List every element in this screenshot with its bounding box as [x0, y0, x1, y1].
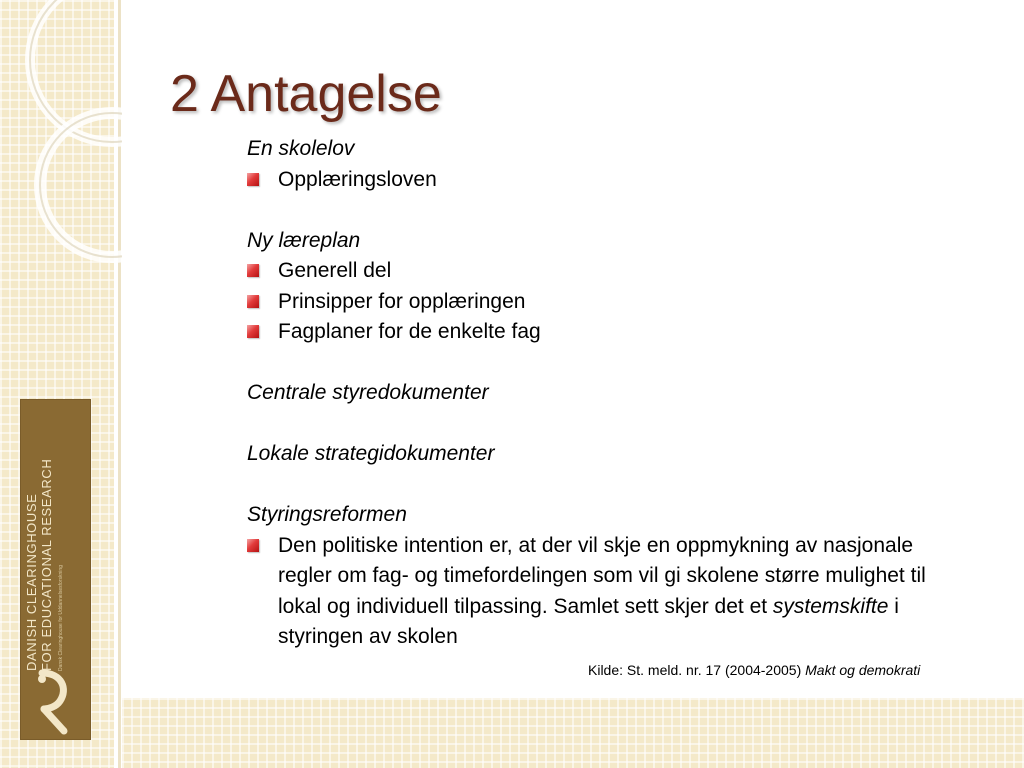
section-heading-styredokumenter: Centrale styredokumenter: [247, 381, 489, 404]
bullet-item: Opplæringsloven: [247, 165, 957, 196]
logo-name-line1: DANISH CLEARINGHOUSE: [24, 493, 39, 671]
section-heading-strategidokumenter: Lokale strategidokumenter: [247, 442, 495, 465]
decorative-arcs: [0, 0, 122, 330]
logo-name-line2: FOR EDUCATIONAL RESEARCH: [39, 458, 54, 671]
bottom-decor-band: [122, 698, 1024, 768]
reform-emphasis: systemskifte: [772, 594, 889, 618]
bullet-item-reform: [247, 531, 957, 653]
section-heading-styringsreformen: Styringsreformen: [247, 503, 407, 526]
source-citation: [588, 661, 938, 680]
section-heading-skolelov: En skolelov: [247, 137, 355, 160]
logo-subtitle: Dansk Clearinghouse for Uddannelsesforskning: [58, 565, 64, 671]
logo-mark-icon: [30, 669, 80, 735]
source-title: Makt og demokrati: [805, 662, 921, 678]
section-heading-laereplan: Ny læreplan: [247, 228, 361, 252]
logo-text: [24, 421, 64, 671]
source-prefix: Kilde: St. meld. nr. 17 (2004-2005): [588, 662, 806, 678]
bullet-item: Prinsipper for opplæringen: [247, 287, 957, 318]
organization-logo: [20, 399, 91, 740]
slide-title: 2 Antagelse: [170, 65, 442, 123]
bullet-item: Generell del: [247, 256, 957, 287]
reform-text-end: i styringen av skolen: [278, 594, 899, 648]
slide-content: [247, 134, 957, 653]
reform-text-start: Den politiske intention er, at der vil skje en oppmykning av nasjonale regler om fag- og timefordelingen som vil gi skolene større mulighet til lokal og individuell tilpassing. Samlet sett skjer det et: [278, 533, 926, 618]
bullet-item: Fagplaner for de enkelte fag: [247, 317, 957, 348]
